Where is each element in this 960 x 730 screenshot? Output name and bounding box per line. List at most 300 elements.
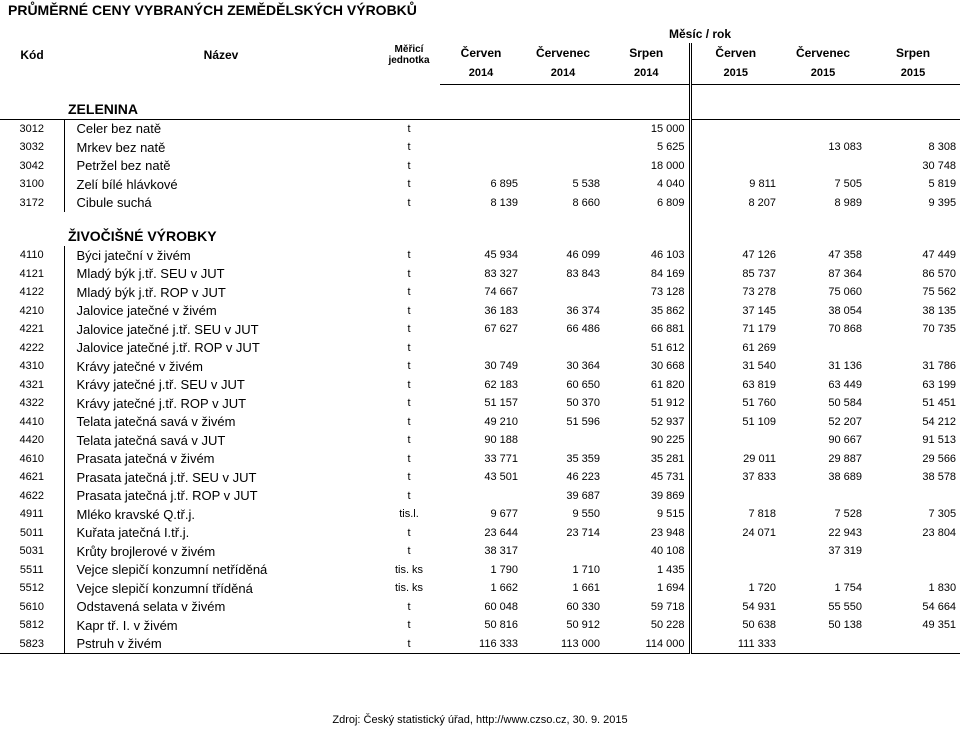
- cell-value: 38 135: [922, 304, 957, 317]
- cell-name: Mléko kravské Q.tř.j.: [64, 505, 378, 524]
- cell-code: 5011: [19, 526, 44, 539]
- cell-value: 47 358: [828, 249, 862, 262]
- header-code: Kód: [20, 47, 44, 62]
- cell-name: Krávy jatečné v živém: [64, 357, 378, 376]
- cell-value: [690, 542, 780, 561]
- cell-value: 45 731: [604, 468, 690, 487]
- cell-value: 1 662: [490, 582, 518, 595]
- cell-name: Prasata jatečná j.tř. ROP v JUT: [64, 487, 378, 506]
- cell-value: 49 351: [922, 619, 957, 632]
- cell-value: 9 515: [604, 505, 690, 524]
- cell-value: 8 308: [928, 141, 957, 154]
- section-label: ZELENINA: [64, 84, 604, 119]
- cell-code: 4911: [19, 508, 44, 521]
- cell-code: 4122: [19, 286, 44, 299]
- cell-name: Jalovice jatečné j.tř. SEU v JUT: [64, 320, 378, 339]
- cell-value: 51 451: [922, 397, 957, 410]
- cell-value: 75 562: [922, 286, 957, 299]
- cell-unit: t: [407, 267, 411, 280]
- cell-unit: t: [407, 249, 411, 262]
- cell-value: 90 188: [484, 434, 518, 447]
- cell-value: [522, 431, 604, 450]
- cell-value: 38 054: [828, 304, 862, 317]
- cell-value: 50 370: [566, 397, 600, 410]
- cell-code: 5511: [19, 563, 44, 576]
- cell-value: 52 207: [828, 415, 862, 428]
- cell-unit: t: [407, 341, 411, 354]
- cell-name: Zelí bílé hlávkové: [64, 175, 378, 194]
- cell-value: 7 305: [928, 508, 957, 521]
- cell-value: 38 317: [484, 545, 518, 558]
- cell-value: 1 720: [748, 582, 776, 595]
- cell-value: 36 374: [566, 304, 600, 317]
- cell-value: 33 771: [484, 452, 518, 465]
- cell-value: 40 108: [604, 542, 690, 561]
- cell-value: 1 790: [490, 563, 518, 576]
- cell-name: Kuřata jatečná I.tř.j.: [64, 524, 378, 543]
- cell-value: [780, 635, 866, 654]
- cell-value: 63 819: [742, 378, 776, 391]
- cell-value: 5 625: [604, 138, 690, 157]
- cell-value: [866, 542, 960, 561]
- section-spacer: [604, 212, 690, 246]
- cell-value: 46 223: [566, 471, 600, 484]
- cell-value: 1 754: [834, 582, 862, 595]
- table-row: [0, 194, 960, 213]
- table-row: [0, 157, 960, 176]
- cell-name: Celer bez natě: [64, 119, 378, 138]
- cell-value: 114 000: [604, 635, 690, 654]
- cell-name: Býci jateční v živém: [64, 246, 378, 265]
- cell-name: Jalovice jatečné j.tř. ROP v JUT: [64, 339, 378, 358]
- cell-value: 90 667: [828, 434, 862, 447]
- cell-value: 51 109: [742, 415, 776, 428]
- cell-unit: t: [407, 178, 411, 191]
- cell-value: 49 210: [484, 415, 518, 428]
- cell-value: 23 948: [604, 524, 690, 543]
- report-title: PRŮMĚRNÉ CENY VYBRANÝCH ZEMĚDĚLSKÝCH VÝROBKŮ: [8, 2, 417, 18]
- cell-value: 59 718: [604, 598, 690, 617]
- header-period: Měsíc / rok: [669, 27, 732, 41]
- cell-value: 51 912: [604, 394, 690, 413]
- cell-unit: t: [407, 452, 411, 465]
- cell-value: [440, 138, 522, 157]
- section-spacer: [604, 84, 690, 119]
- section-spacer: [866, 84, 960, 119]
- cell-code: 3100: [19, 178, 44, 191]
- cell-name: Kapr tř. I. v živém: [64, 616, 378, 635]
- table-row: [0, 175, 960, 194]
- cell-value: 35 281: [604, 450, 690, 469]
- cell-value: 63 449: [828, 378, 862, 391]
- cell-unit: t: [407, 159, 411, 172]
- cell-value: [690, 119, 780, 138]
- cell-unit: t: [378, 635, 440, 654]
- table-row: [0, 376, 960, 395]
- cell-value: 87 364: [828, 267, 862, 280]
- cell-value: 60 048: [484, 600, 518, 613]
- cell-code: 4321: [19, 378, 44, 391]
- cell-value: 30 749: [484, 360, 518, 373]
- cell-value: 35 862: [604, 302, 690, 321]
- cell-value: 30 364: [566, 360, 600, 373]
- cell-code: 4221: [19, 323, 44, 336]
- cell-value: [690, 561, 780, 580]
- cell-value: 51 760: [742, 397, 776, 410]
- cell-value: [690, 138, 780, 157]
- cell-value: [522, 157, 604, 176]
- cell-value: 73 128: [604, 283, 690, 302]
- table-row: [0, 468, 960, 487]
- header-month: Červenec: [535, 46, 591, 61]
- cell-unit: t: [407, 323, 411, 336]
- cell-value: [780, 119, 866, 138]
- cell-value: 15 000: [604, 119, 690, 138]
- cell-code: 3172: [19, 196, 44, 209]
- cell-code: 5512: [19, 582, 44, 595]
- cell-value: [866, 119, 960, 138]
- section-spacer: [0, 84, 64, 119]
- cell-value: 9 677: [490, 508, 518, 521]
- cell-name: Jalovice jatečné v živém: [64, 302, 378, 321]
- cell-value: 46 103: [604, 246, 690, 265]
- cell-value: 66 486: [566, 323, 600, 336]
- cell-value: 8 660: [572, 196, 600, 209]
- cell-value: [522, 339, 604, 358]
- cell-name: Petržel bez natě: [64, 157, 378, 176]
- cell-value: 7 818: [748, 508, 776, 521]
- cell-name: Telata jatečná savá v JUT: [64, 431, 378, 450]
- cell-value: 45 934: [484, 249, 518, 262]
- cell-value: 4 040: [604, 175, 690, 194]
- cell-value: 86 570: [922, 267, 957, 280]
- table-body: [0, 84, 960, 654]
- section-spacer: [0, 212, 64, 246]
- cell-value: 13 083: [828, 141, 862, 154]
- cell-value: 30 668: [604, 357, 690, 376]
- cell-value: 83 327: [484, 267, 518, 280]
- header-month: Srpen: [896, 46, 931, 61]
- cell-value: 31 136: [828, 360, 862, 373]
- table-row: [0, 246, 960, 265]
- table-row: [0, 413, 960, 432]
- header-year: 2014: [604, 64, 690, 84]
- cell-value: [690, 431, 780, 450]
- cell-value: 23 804: [922, 526, 957, 539]
- cell-value: 62 183: [484, 378, 518, 391]
- cell-value: 1 710: [572, 563, 600, 576]
- cell-value: 113 000: [522, 635, 604, 654]
- cell-code: 5823: [0, 635, 64, 654]
- cell-value: 6 895: [490, 178, 518, 191]
- cell-value: 67 627: [484, 323, 518, 336]
- cell-value: 8 139: [490, 196, 518, 209]
- cell-value: 37 833: [742, 471, 776, 484]
- section-spacer: [780, 84, 866, 119]
- cell-value: 60 330: [566, 600, 600, 613]
- cell-code: 4121: [19, 267, 44, 280]
- cell-name: Vejce slepičí konzumní tříděná: [64, 579, 378, 598]
- cell-value: 71 179: [742, 323, 776, 336]
- cell-unit: t: [407, 600, 411, 613]
- cell-value: 29 566: [922, 452, 957, 465]
- cell-value: 47 126: [742, 249, 776, 262]
- header-year: 2015: [690, 64, 780, 84]
- cell-value: [780, 487, 866, 506]
- cell-code: 4210: [19, 304, 44, 317]
- cell-value: [522, 138, 604, 157]
- cell-name: Mrkev bez natě: [64, 138, 378, 157]
- cell-unit: t: [407, 304, 411, 317]
- header-year: 2014: [522, 64, 604, 84]
- cell-value: 7 528: [834, 508, 862, 521]
- section-spacer: [866, 212, 960, 246]
- cell-value: 111 333: [690, 635, 780, 654]
- header-unit: [378, 26, 440, 84]
- cell-value: 39 869: [604, 487, 690, 506]
- table-row: [0, 339, 960, 358]
- cell-value: 52 937: [604, 413, 690, 432]
- cell-value: [522, 542, 604, 561]
- section-spacer: [690, 84, 780, 119]
- cell-unit: t: [407, 545, 411, 558]
- cell-value: 74 667: [484, 286, 518, 299]
- table-header: [0, 26, 960, 84]
- cell-value: 84 169: [604, 265, 690, 284]
- cell-unit: tis. ks: [394, 563, 424, 576]
- cell-value: 9 395: [928, 196, 957, 209]
- cell-value: 9 550: [572, 508, 600, 521]
- cell-value: [440, 157, 522, 176]
- cell-code: 5610: [19, 600, 44, 613]
- cell-value: 63 199: [922, 378, 957, 391]
- table-row: [0, 265, 960, 284]
- cell-unit: tis. ks: [394, 582, 424, 595]
- cell-code: 3032: [19, 141, 44, 154]
- cell-unit: t: [407, 286, 411, 299]
- cell-unit: t: [407, 397, 411, 410]
- cell-value: 8 989: [834, 196, 862, 209]
- cell-value: 6 809: [604, 194, 690, 213]
- cell-value: 51 612: [604, 339, 690, 358]
- cell-value: 70 868: [828, 323, 862, 336]
- cell-value: 31 786: [922, 360, 957, 373]
- header-month: Červen: [460, 46, 502, 61]
- cell-value: 1 435: [604, 561, 690, 580]
- cell-value: 18 000: [604, 157, 690, 176]
- cell-code: 4621: [19, 471, 44, 484]
- section-spacer: [780, 212, 866, 246]
- cell-unit: t: [407, 122, 411, 135]
- cell-code: 4110: [19, 249, 44, 262]
- cell-value: 73 278: [742, 286, 776, 299]
- cell-value: 5 819: [928, 178, 957, 191]
- cell-value: 54 212: [922, 415, 957, 428]
- cell-code: 5031: [19, 545, 44, 558]
- cell-unit: t: [407, 434, 411, 447]
- cell-code: 4322: [19, 397, 44, 410]
- cell-value: 50 638: [742, 619, 776, 632]
- table-row: [0, 635, 960, 654]
- cell-code: 3042: [19, 159, 44, 172]
- section-header-row: [0, 84, 960, 119]
- table-row: [0, 394, 960, 413]
- cell-value: 70 735: [922, 323, 957, 336]
- table-row: [0, 138, 960, 157]
- cell-unit: t: [407, 619, 411, 632]
- cell-value: [866, 487, 960, 506]
- cell-code: 3012: [19, 122, 44, 135]
- cell-unit: t: [407, 415, 411, 428]
- table-row: [0, 320, 960, 339]
- price-table: [0, 26, 960, 654]
- cell-unit: t: [407, 489, 411, 502]
- cell-value: [522, 119, 604, 138]
- cell-name: Krůty brojlerové v živém: [64, 542, 378, 561]
- cell-value: [690, 487, 780, 506]
- section-spacer: [690, 212, 780, 246]
- header-month: Červenec: [795, 46, 851, 61]
- cell-value: [440, 119, 522, 138]
- cell-unit: t: [407, 196, 411, 209]
- cell-value: 37 319: [828, 545, 862, 558]
- cell-value: [522, 283, 604, 302]
- cell-value: 55 550: [828, 600, 862, 613]
- cell-value: 38 578: [922, 471, 957, 484]
- table-row: [0, 579, 960, 598]
- cell-code: 4420: [19, 434, 44, 447]
- header-year: 2015: [780, 64, 866, 84]
- cell-name: Telata jatečná savá v živém: [64, 413, 378, 432]
- cell-unit: tis.l.: [399, 508, 419, 521]
- cell-value: 8 207: [748, 196, 776, 209]
- cell-value: [440, 339, 522, 358]
- cell-value: 35 359: [566, 452, 600, 465]
- cell-value: 7 505: [834, 178, 862, 191]
- header-year: 2014: [440, 64, 522, 84]
- cell-value: 30 748: [922, 159, 957, 172]
- table-row: [0, 561, 960, 580]
- cell-value: [866, 561, 960, 580]
- table-row: [0, 616, 960, 635]
- cell-value: 61 269: [742, 341, 776, 354]
- table-row: [0, 431, 960, 450]
- cell-name: Krávy jatečné j.tř. SEU v JUT: [64, 376, 378, 395]
- cell-value: [866, 635, 960, 654]
- cell-value: 36 183: [484, 304, 518, 317]
- cell-code: 4622: [19, 489, 44, 502]
- cell-value: 50 584: [828, 397, 862, 410]
- cell-value: 75 060: [828, 286, 862, 299]
- cell-value: 1 830: [928, 582, 957, 595]
- cell-value: [780, 339, 866, 358]
- cell-value: [440, 487, 522, 506]
- cell-value: 116 333: [440, 635, 522, 654]
- source-note: Zdroj: Český statistický úřad, http://www.czso.cz, 30. 9. 2015: [332, 714, 628, 726]
- cell-unit: t: [407, 378, 411, 391]
- cell-value: 85 737: [742, 267, 776, 280]
- cell-value: 90 225: [604, 431, 690, 450]
- header-month: Srpen: [604, 43, 690, 64]
- cell-unit: t: [407, 526, 411, 539]
- table-row: [0, 450, 960, 469]
- cell-value: 31 540: [742, 360, 776, 373]
- cell-value: 1 694: [604, 579, 690, 598]
- cell-code: 4222: [19, 341, 44, 354]
- section-header-row: [0, 212, 960, 246]
- cell-value: 51 596: [566, 415, 600, 428]
- cell-name: Prasata jatečná j.tř. SEU v JUT: [64, 468, 378, 487]
- header-unit-line1: Měřicí: [394, 44, 424, 55]
- cell-value: [866, 339, 960, 358]
- section-label: ŽIVOČIŠNÉ VÝROBKY: [68, 228, 217, 244]
- cell-value: [780, 561, 866, 580]
- table-row: [0, 283, 960, 302]
- cell-name: Mladý býk j.tř. SEU v JUT: [64, 265, 378, 284]
- cell-value: 24 071: [742, 526, 776, 539]
- cell-value: 54 931: [742, 600, 776, 613]
- cell-value: 38 689: [828, 471, 862, 484]
- cell-value: 60 650: [566, 378, 600, 391]
- cell-value: 91 513: [922, 434, 957, 447]
- cell-value: 1 661: [572, 582, 600, 595]
- cell-value: 66 881: [604, 320, 690, 339]
- cell-value: 50 138: [828, 619, 862, 632]
- cell-value: 61 820: [604, 376, 690, 395]
- header-name: Název: [203, 47, 239, 62]
- cell-name: Mladý býk j.tř. ROP v JUT: [64, 283, 378, 302]
- cell-value: 23 714: [566, 526, 600, 539]
- header-year: 2015: [866, 64, 960, 84]
- header-month: Červen: [715, 46, 757, 61]
- table-row: [0, 505, 960, 524]
- table-row: [0, 542, 960, 561]
- cell-value: [780, 157, 866, 176]
- cell-value: 23 644: [484, 526, 518, 539]
- cell-value: 47 449: [922, 249, 957, 262]
- cell-value: 54 664: [922, 600, 957, 613]
- cell-name: Pstruh v živém: [64, 635, 378, 654]
- table-row: [0, 357, 960, 376]
- cell-name: Krávy jatečné j.tř. ROP v JUT: [64, 394, 378, 413]
- cell-value: 5 538: [572, 178, 600, 191]
- cell-code: 4610: [19, 452, 44, 465]
- cell-value: [690, 157, 780, 176]
- cell-value: 29 887: [828, 452, 862, 465]
- table-row: [0, 119, 960, 138]
- cell-value: 43 501: [484, 471, 518, 484]
- cell-unit: t: [407, 360, 411, 373]
- header-unit-line2: jednotka: [388, 55, 430, 66]
- cell-name: Cibule suchá: [64, 194, 378, 213]
- table-row: [0, 524, 960, 543]
- cell-value: 22 943: [828, 526, 862, 539]
- cell-value: 50 816: [484, 619, 518, 632]
- table-row: [0, 487, 960, 506]
- cell-name: Odstavená selata v živém: [64, 598, 378, 617]
- cell-name: Prasata jatečná v živém: [64, 450, 378, 469]
- cell-value: 9 811: [749, 178, 776, 191]
- cell-value: 83 843: [566, 267, 600, 280]
- cell-value: 50 228: [604, 616, 690, 635]
- cell-unit: t: [407, 141, 411, 154]
- table-row: [0, 302, 960, 321]
- cell-value: 50 912: [566, 619, 600, 632]
- table-row: [0, 598, 960, 617]
- cell-code: 4310: [19, 360, 44, 373]
- cell-code: 5812: [19, 619, 44, 632]
- cell-value: 29 011: [743, 452, 776, 465]
